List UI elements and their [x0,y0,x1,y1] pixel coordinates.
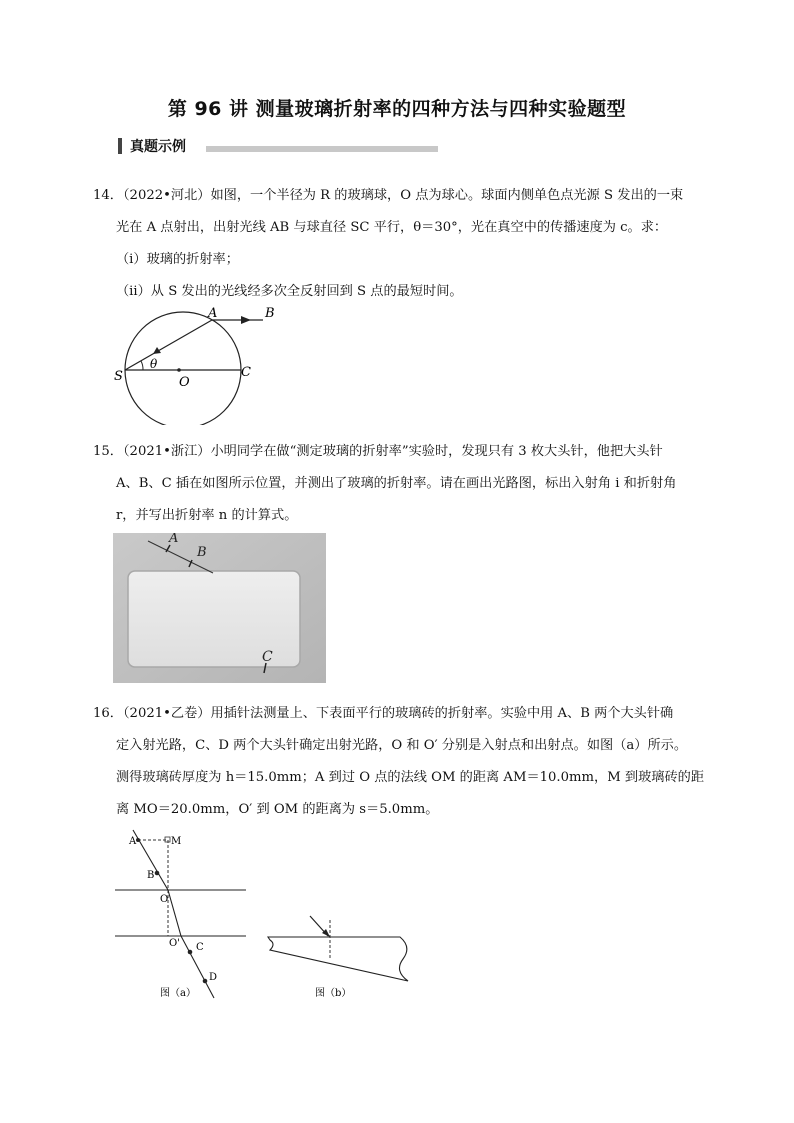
glass-block [128,571,300,667]
q15-line-1: 15．（2021•浙江）小明同学在做“测定玻璃的折射率”实验时，发现只有 3 枚大头针，他把大头针 [93,444,663,459]
label-o: O [179,375,190,390]
label-s: S [114,369,123,384]
pin-c-dot [188,950,193,955]
section-rule [206,146,438,152]
photo-label-c: C [262,649,273,665]
q16-line-1: 16．（2021•乙卷）用插针法测量上、下表面平行的玻璃砖的折射率。实验中用 A、B 两个大头针确 [93,706,674,721]
q15-photo [113,533,326,683]
pin-a-dot [136,838,140,842]
pin-d-dot [203,979,208,984]
section-bar [118,138,122,154]
fig-a-label-b: B [147,870,155,881]
fig-a-label-d: D [209,972,218,983]
q15-line-3: r，并写出折射率 n 的计算式。 [116,508,298,523]
glass-brick-b [268,937,408,981]
fig-a-label-m: M [171,836,182,847]
label-b: B [265,306,275,321]
label-theta: θ [150,357,158,371]
pin-b-dot [155,871,160,876]
q14-line-2: 光在 A 点射出，出射光线 AB 与球直径 SC 平行，θ＝30°，光在真空中的传播速度为 c。求： [116,220,668,235]
q16-figures [110,826,430,1011]
fig-a-label-c: C [196,942,204,953]
theta-arc [141,361,143,370]
fig-a-label-o: O [160,894,169,905]
glass-sphere [125,312,241,425]
label-a: A [208,306,218,321]
section-label: 真题示例 [130,139,186,155]
section-header [118,136,186,156]
q16-line-3: 测得玻璃砖厚度为 h＝15.0mm；A 到过 O 点的法线 OM 的距离 AM＝10.0mm，M 到玻璃砖的距 [116,770,705,785]
photo-label-b: B [197,545,207,560]
ray-ab-arrow [241,316,251,324]
center-o-dot [177,368,181,372]
label-c: C [241,365,251,380]
ray-sa [125,320,212,370]
q14-figure [105,300,295,425]
q16-line-2: 定入射光路，C、D 两个大头针确定出射光路，O 和 O′ 分别是入射点和出射点。如图（a）所示。 [116,738,688,753]
fig-a-caption: 图（a） [160,988,196,999]
refracted-ray [168,890,181,936]
fig-a-label-o-prime: O' [169,938,180,949]
page-title: 第 96 讲 测量玻璃折射率的四种方法与四种实验题型 [167,98,627,120]
q15-line-2: A、B、C 插在如图所示位置，并测出了玻璃的折射率。请在画出光路图，标出入射角 i 和折射角 [116,476,677,491]
q14-line-3: （ⅰ）玻璃的折射率； [116,252,239,267]
q14-line-4: （ⅱ）从 S 发出的光线经多次全反射回到 S 点的最短时间。 [116,284,463,299]
q14-line-1: 14．（2022•河北）如图，一个半径为 R 的玻璃球，O 点为球心。球面内侧单色点光源 S 发出的一束 [93,188,684,203]
fig-b-caption: 图（b） [315,988,352,999]
q16-line-4: 离 MO＝20.0mm，O′ 到 OM 的距离为 s＝5.0mm。 [116,802,439,817]
photo-label-a: A [169,533,179,546]
fig-a-label-a: A [129,836,137,847]
